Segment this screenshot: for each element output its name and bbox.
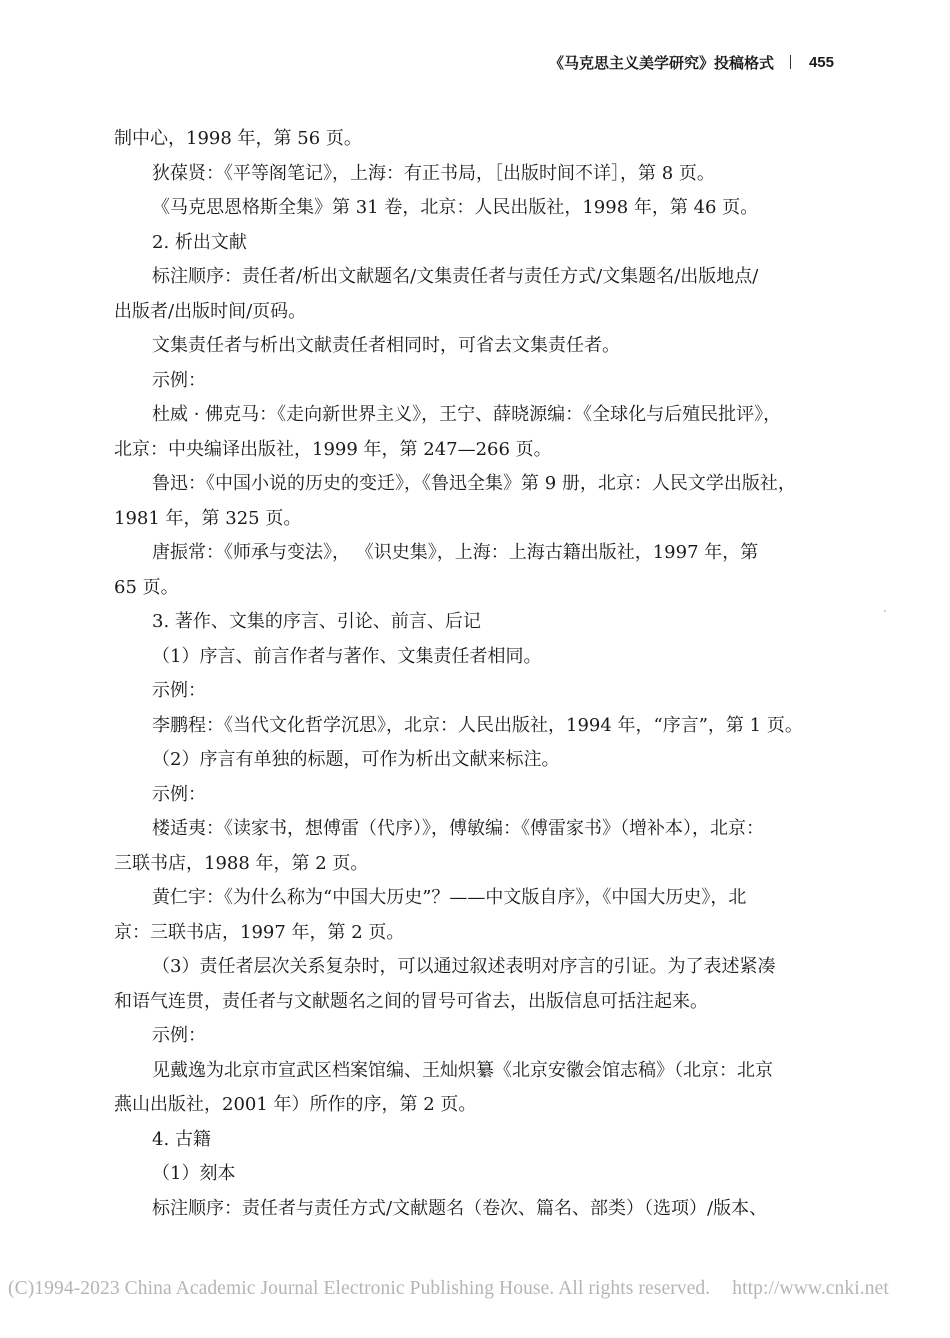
running-header [549, 50, 834, 74]
text-line: 和语气连贯，责任者与文献题名之间的冒号可省去，出版信息可括注起来。 [114, 990, 708, 1012]
text-line: （1）刻本 [152, 1163, 236, 1184]
text-line: 2. 析出文献 [152, 231, 247, 253]
text-line: 4. 古籍 [152, 1128, 211, 1150]
text-line: 1981 年，第 325 页。 [114, 507, 302, 529]
text-line: 黄仁宇：《为什么称为“中国大历史”？——中文版自序》，《中国大历史》，北 [152, 887, 747, 908]
text-line: 北京：中央编译出版社，1999 年，第 247—266 页。 [114, 438, 552, 460]
text-line: 标注顺序：责任者与责任方式/文献题名（卷次、篇名、部类）（选项）/版本、 [152, 1197, 768, 1219]
header-divider [790, 55, 791, 69]
text-line: 3. 著作、文集的序言、引论、前言、后记 [152, 611, 481, 632]
text-line: （1）序言、前言作者与著作、文集责任者相同。 [152, 645, 542, 667]
text-line: 京：三联书店，1997 年，第 2 页。 [114, 921, 405, 943]
text-line: 示例： [152, 1025, 206, 1046]
footer-url: http://www.cnki.net [732, 1278, 889, 1299]
text-line: 鲁迅：《中国小说的历史的变迁》，《鲁迅全集》第 9 册，北京：人民文学出版社， [152, 473, 796, 494]
text-line: 李鹏程：《当代文化哲学沉思》，北京：人民出版社，1994 年，“序言”，第 1 页。 [152, 714, 803, 736]
watermark-footer [8, 1278, 889, 1300]
text-line: （3）责任者层次关系复杂时，可以通过叙述表明对序言的引证。为了表述紧凑 [152, 956, 776, 977]
text-line: 燕山出版社，2001 年）所作的序，第 2 页。 [114, 1094, 477, 1115]
text-line: 出版者/出版时间/页码。 [114, 300, 307, 322]
text-line: 唐振常：《师承与变法》， 《识史集》，上海：上海古籍出版社，1997 年，第 [152, 542, 759, 563]
text-line: 狄葆贤：《平等阁笔记》，上海：有正书局，［出版时间不详］，第 8 页。 [152, 162, 715, 184]
text-line: 示例： [152, 680, 206, 701]
text-line: 示例： [152, 783, 206, 805]
text-line: 示例： [152, 369, 206, 391]
text-line: 制中心，1998 年，第 56 页。 [114, 128, 362, 149]
body-text [114, 122, 836, 1226]
text-line: 文集责任者与析出文献责任者相同时，可省去文集责任者。 [152, 335, 620, 356]
text-line: 见戴逸为北京市宣武区档案馆编、王灿炽纂《北京安徽会馆志稿》（北京：北京 [152, 1059, 773, 1081]
text-line: 65 页。 [114, 576, 179, 598]
text-line: 杜威 · 佛克马：《走向新世界主义》，王宁、薛晓源编：《全球化与后殖民批评》， [152, 404, 782, 425]
text-line: 标注顺序：责任者/析出文献题名/文集责任者与责任方式/文集题名/出版地点/ [152, 266, 759, 287]
page-number: 455 [808, 53, 834, 71]
journal-title: 《马克思主义美学研究》投稿格式 [548, 53, 774, 72]
copyright-notice: (C)1994-2023 China Academic Journal Electronic Publishing House. All rights reserved. [8, 1278, 711, 1299]
scan-speck [884, 610, 886, 612]
text-line: 楼适夷：《读家书，想傅雷（代序）》，傅敏编：《傅雷家书》（增补本），北京： [152, 818, 764, 839]
text-line: 《马克思恩格斯全集》第 31 卷，北京：人民出版社，1998 年，第 46 页。 [152, 197, 759, 218]
text-line: 三联书店，1988 年，第 2 页。 [114, 852, 369, 874]
text-line: （2）序言有单独的标题，可作为析出文献来标注。 [152, 749, 560, 770]
